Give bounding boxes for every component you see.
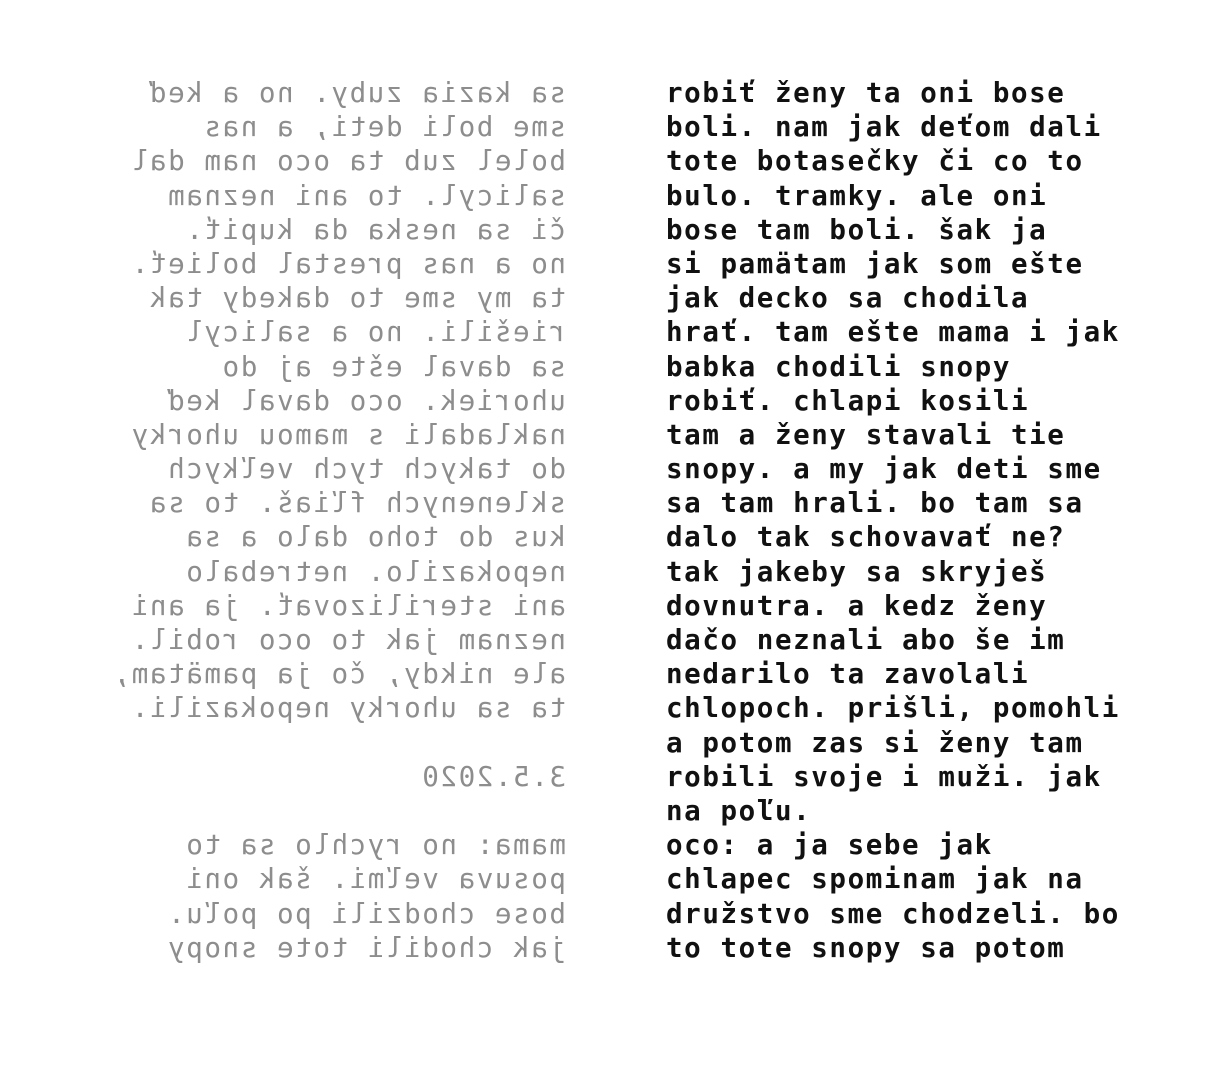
right-text-line: a potom zas si ženy tam xyxy=(666,726,1084,759)
left-text-line xyxy=(80,726,566,760)
left-text-line: sklenenych fľiaš. to sa xyxy=(148,487,566,520)
left-text-line: ani sterilizovať. ja ani xyxy=(130,589,566,622)
right-text-line: na poľu. xyxy=(666,794,812,827)
right-text-line: robili svoje i muži. jak xyxy=(666,760,1102,793)
right-text-line: tak jakeby sa skryješ xyxy=(666,555,1048,588)
left-text-line: uhoriek. oco daval keď xyxy=(166,384,566,417)
right-text-line: to tote snopy sa potom xyxy=(666,931,1066,964)
left-text-line: salicyl. to ani neznam xyxy=(166,179,566,212)
right-text-line: chlapec spominam jak na xyxy=(666,863,1084,896)
right-page-text xyxy=(666,76,1206,965)
left-text-line: 3.5.2020 xyxy=(420,760,566,793)
right-text-line: oco: a ja sebe jak xyxy=(666,829,993,862)
left-text-line: mama: no rychlo sa to xyxy=(184,829,566,862)
right-text-line: dovnutra. a kedz ženy xyxy=(666,589,1048,622)
right-text-line: si pamätam jak som ešte xyxy=(666,247,1084,280)
left-text-line: sa kazia zuby. no a keď xyxy=(148,77,566,109)
left-text-line: sa daval ešte aj do xyxy=(221,350,566,383)
left-text-line: jak chodili tote snopy xyxy=(166,931,566,964)
left-text-line: nepokazilo. netrebalo xyxy=(184,555,566,588)
left-text-line: bose chodzili po poľu. xyxy=(166,897,566,930)
left-text-line: no a nas prestal bolieť. xyxy=(130,247,566,280)
right-text-line: chlopoch. prišli, pomohli xyxy=(666,692,1120,725)
right-text-line: jak decko sa chodila xyxy=(666,282,1030,315)
left-text-line: ale nikdy, čo ja pamätam, xyxy=(112,658,566,691)
right-text-line: snopy. a my jak deti sme xyxy=(666,453,1102,486)
right-text-line: robiť. chlapi kosili xyxy=(666,384,1030,417)
left-text-line: riešili. no a salicyl xyxy=(184,316,566,349)
right-text-line: sa tam hrali. bo tam sa xyxy=(666,487,1084,520)
mirrored-left-page-text xyxy=(80,76,566,965)
right-text-line: hrať. tam ešte mama i jak xyxy=(666,316,1120,349)
right-text-line: bulo. tramky. ale oni xyxy=(666,179,1048,212)
right-text-line: nedarilo ta zavolali xyxy=(666,658,1030,691)
left-text-line: neznam jak to oco robil. xyxy=(130,624,566,656)
left-text-line: ta sa uhorky nepokazili. xyxy=(130,692,566,725)
left-text-line: nakladali s mamou uhorky xyxy=(130,418,566,451)
right-text-line: dalo tak schovavať ne? xyxy=(666,521,1066,554)
right-text-line: babka chodili snopy xyxy=(666,350,1011,383)
left-text-line: či sa neska da kupiť. xyxy=(184,213,566,246)
right-text-line: tote botasečky či co to xyxy=(666,145,1084,178)
left-text-line: ta my sme to dakedy tak xyxy=(148,282,566,315)
right-text-line: dačo neznali abo še im xyxy=(666,624,1066,656)
right-text-line: boli. nam jak deťom dali xyxy=(666,111,1102,144)
left-text-line: kus do toho dalo a sa xyxy=(184,521,566,554)
left-text-line xyxy=(80,794,566,828)
right-text-line: družstvo sme chodzeli. bo xyxy=(666,897,1120,930)
left-text-line: do takych tych veľkych xyxy=(166,453,566,486)
right-text-line: tam a ženy stavali tie xyxy=(666,418,1066,451)
left-text-line: bolel zub ta oco nam dal xyxy=(130,145,566,178)
left-text-line: posuva veľmi. šak oni xyxy=(184,863,566,896)
right-text-line: bose tam boli. šak ja xyxy=(666,213,1048,246)
right-text-line: robiť ženy ta oni bose xyxy=(666,77,1066,109)
left-text-line: sme boli deti, a nas xyxy=(202,111,566,144)
